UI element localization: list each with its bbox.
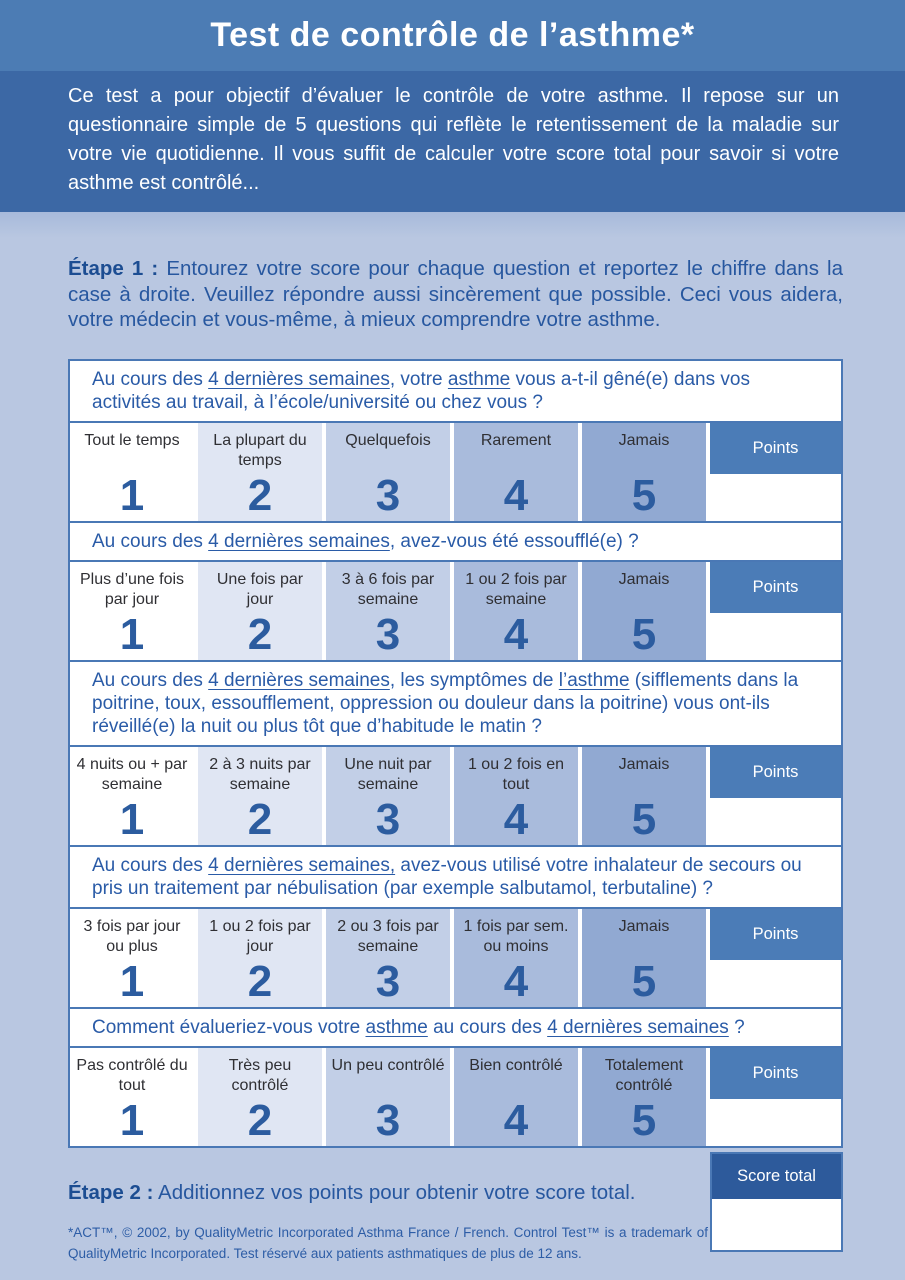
answer-option-value[interactable]: 5: [631, 794, 657, 844]
answer-option[interactable]: [454, 747, 578, 845]
question-block: [70, 523, 841, 662]
answer-option[interactable]: [70, 1048, 194, 1146]
answer-option-value[interactable]: 3: [375, 794, 401, 844]
points-cell: [710, 562, 841, 660]
answer-option[interactable]: [582, 423, 706, 521]
score-total-label: Score total: [737, 1166, 816, 1185]
answer-option-label: Totalement contrôlé: [604, 1056, 684, 1094]
answer-option-label: 2 ou 3 fois par semaine: [337, 917, 439, 955]
question-block: [70, 361, 841, 523]
answer-option-value[interactable]: 2: [247, 609, 273, 659]
answer-option[interactable]: [198, 1048, 322, 1146]
answer-option-label: 1 fois par sem. ou moins: [463, 917, 569, 955]
questions-table: [68, 359, 843, 1148]
answer-option-label: Une fois par jour: [216, 570, 304, 608]
points-label: Points: [752, 762, 799, 781]
answer-row: [70, 747, 841, 845]
question-text: Comment évalueriez-vous votre asthme au cours des 4 dernières semaines ?: [70, 1009, 841, 1048]
answer-option-value[interactable]: 1: [119, 1095, 145, 1145]
answer-option-value[interactable]: 3: [375, 470, 401, 520]
answer-option-value[interactable]: 2: [247, 470, 273, 520]
answer-option-label: Rarement: [480, 431, 552, 449]
answer-row: [70, 909, 841, 1007]
answer-option[interactable]: [454, 423, 578, 521]
answer-row: [70, 423, 841, 521]
score-total-input[interactable]: [712, 1199, 841, 1250]
step2-paragraph: [68, 1148, 688, 1205]
title-bar: [0, 0, 905, 71]
answer-option-label: Quelquefois: [345, 431, 431, 449]
points-header: [710, 562, 841, 613]
points-input[interactable]: [710, 1099, 841, 1146]
step2-label: Étape 2 :: [68, 1180, 154, 1204]
points-label: Points: [752, 924, 799, 943]
answer-option-value[interactable]: 4: [503, 1095, 529, 1145]
answer-option[interactable]: [198, 423, 322, 521]
answer-option-label: Jamais: [618, 755, 670, 773]
page-title: Test de contrôle de l’asthme*: [210, 16, 695, 54]
answer-option-label: 1 ou 2 fois en tout: [467, 755, 565, 793]
question-text: Au cours des 4 dernières semaines, les symptômes de l’asthme (sifflements dans la poitrine, toux, essoufflement, oppression ou douleur dans la poitrine) vous ont-ils réveillé(e) la nuit ou plus tôt que d’habitude le matin ?: [70, 662, 841, 747]
answer-option-value[interactable]: 2: [247, 1095, 273, 1145]
points-label: Points: [752, 1063, 799, 1082]
answer-option-value[interactable]: 5: [631, 609, 657, 659]
points-header: [710, 423, 841, 474]
answer-option-value[interactable]: 2: [247, 794, 273, 844]
answer-option[interactable]: [582, 747, 706, 845]
answer-option-value[interactable]: 3: [375, 1095, 401, 1145]
answer-option[interactable]: [454, 1048, 578, 1146]
points-input[interactable]: [710, 613, 841, 660]
answer-option[interactable]: [198, 909, 322, 1007]
points-header: [710, 747, 841, 798]
answer-row: [70, 562, 841, 660]
question-text: Au cours des 4 dernières semaines, avez-vous été essoufflé(e) ?: [70, 523, 841, 562]
answer-option-label: 1 ou 2 fois par semaine: [465, 570, 567, 608]
answer-option-label: Très peu contrôlé: [228, 1056, 292, 1094]
answer-option[interactable]: [70, 562, 194, 660]
score-total-header: [712, 1154, 841, 1199]
answer-option-value[interactable]: 5: [631, 1095, 657, 1145]
points-cell: [710, 909, 841, 1007]
answer-option[interactable]: [454, 562, 578, 660]
answer-option-value[interactable]: 1: [119, 470, 145, 520]
answer-option-value[interactable]: 4: [503, 956, 529, 1006]
answer-option-value[interactable]: 3: [375, 956, 401, 1006]
step1-text: Entourez votre score pour chaque question et reportez le chiffre dans la case à droite. Veuillez répondre aussi sincèrement que possible. Ceci vous aidera, votre médecin et vous-même, à mieux comprendre votre asthme.: [68, 257, 843, 331]
answer-option[interactable]: [454, 909, 578, 1007]
answer-option[interactable]: [70, 423, 194, 521]
question-text: Au cours des 4 dernières semaines, avez-vous utilisé votre inhalateur de secours ou pris un traitement par nébulisation (par exemple salbutamol, terbutaline) ?: [70, 847, 841, 909]
answer-option[interactable]: [326, 1048, 450, 1146]
answer-option-value[interactable]: 1: [119, 956, 145, 1006]
answer-option-label: 1 ou 2 fois par jour: [209, 917, 311, 955]
answer-option-label: 3 fois par jour ou plus: [83, 917, 181, 955]
answer-option-label: Jamais: [618, 917, 670, 935]
answer-option-label: 4 nuits ou + par semaine: [76, 755, 188, 793]
points-label: Points: [752, 577, 799, 596]
question-block: [70, 662, 841, 847]
answer-option[interactable]: [326, 909, 450, 1007]
points-label: Points: [752, 438, 799, 457]
answer-row: [70, 1048, 841, 1146]
answer-option-label: 2 à 3 nuits par semaine: [209, 755, 311, 793]
answer-option-label: Tout le temps: [84, 431, 180, 449]
answer-option-label: Un peu contrôlé: [331, 1056, 445, 1074]
answer-option-value[interactable]: 1: [119, 794, 145, 844]
answer-option-label: La plupart du temps: [213, 431, 307, 469]
answer-option[interactable]: [582, 562, 706, 660]
intro-band: [0, 71, 905, 212]
answer-option-label: Jamais: [618, 570, 670, 588]
top-fade-strip: [0, 212, 905, 238]
points-cell: [710, 1048, 841, 1146]
score-total-box: [710, 1152, 843, 1252]
answer-option-label: Bien contrôlé: [469, 1056, 563, 1074]
answer-option-label: Une nuit par semaine: [344, 755, 432, 793]
points-input[interactable]: [710, 798, 841, 845]
answer-option-value[interactable]: 1: [119, 609, 145, 659]
answer-option-label: Pas contrôlé du tout: [76, 1056, 188, 1094]
points-cell: [710, 747, 841, 845]
answer-option-value[interactable]: 5: [631, 470, 657, 520]
answer-option[interactable]: [326, 562, 450, 660]
answer-option[interactable]: [582, 1048, 706, 1146]
step2-text: Additionnez vos points pour obtenir votre score total.: [153, 1180, 636, 1204]
answer-option[interactable]: [70, 909, 194, 1007]
answer-option-value[interactable]: 4: [503, 470, 529, 520]
answer-option-value[interactable]: 4: [503, 794, 529, 844]
points-header: [710, 1048, 841, 1099]
answer-option-value[interactable]: 5: [631, 956, 657, 1006]
points-input[interactable]: [710, 474, 841, 521]
answer-option-label: Jamais: [618, 431, 670, 449]
answer-option-value[interactable]: 4: [503, 609, 529, 659]
question-block: [70, 847, 841, 1009]
answer-option-label: Plus d’une fois par jour: [79, 570, 185, 608]
intro-text: Ce test a pour objectif d’évaluer le contrôle de votre asthme. Il repose sur un questionnaire simple de 5 questions qui reflète le retentissement de la maladie sur votre vie quotidienne. Il vous suffit de calculer votre score total pour savoir si votre asthme est contrôlé...: [68, 85, 839, 194]
question-block: [70, 1009, 841, 1146]
points-cell: [710, 423, 841, 521]
answer-option[interactable]: [198, 562, 322, 660]
step1-label: Étape 1 :: [68, 257, 159, 280]
question-text: Au cours des 4 dernières semaines, votre asthme vous a-t-il gêné(e) dans vos activités au travail, à l’école/université ou chez vous ?: [70, 361, 841, 423]
points-header: [710, 909, 841, 960]
points-input[interactable]: [710, 960, 841, 1007]
answer-option[interactable]: [326, 747, 450, 845]
footnote-text: *ACT™, © 2002, by QualityMetric Incorporated Asthma France / French. Control Test™ is a trademark of QualityMetric Incorporated. Test réservé aux patients asthmatiques de plus de 12 ans.: [68, 1224, 708, 1261]
answer-option[interactable]: [326, 423, 450, 521]
answer-option-label: 3 à 6 fois par semaine: [341, 570, 435, 608]
answer-option[interactable]: [582, 909, 706, 1007]
answer-option-value[interactable]: 2: [247, 956, 273, 1006]
answer-option-value[interactable]: 3: [375, 609, 401, 659]
step1-paragraph: [68, 256, 843, 333]
bottom-section: [68, 1148, 843, 1264]
answer-option[interactable]: [70, 747, 194, 845]
answer-option[interactable]: [198, 747, 322, 845]
